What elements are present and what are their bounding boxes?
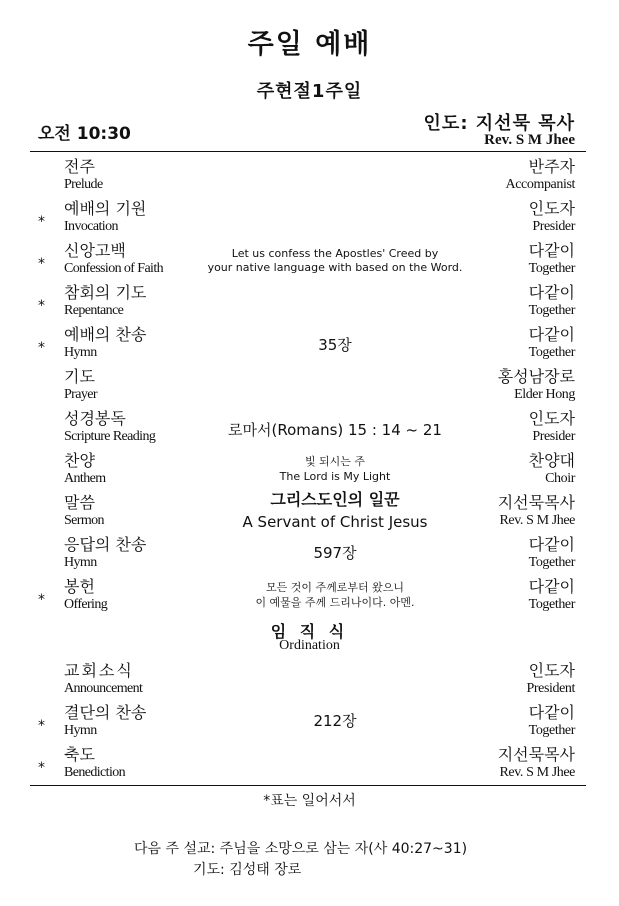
leader-english: Rev. S M Jhee [484,132,575,148]
next-week-sermon: 다음 주 설교: 주님을 소망으로 삼는 자(사 40:27~31) [134,841,468,857]
item-title-en: Hymn [64,555,97,570]
creed-note-line-2: your native language with based on the Word. [207,261,463,274]
item-person-ko: 찬양대 [528,451,575,470]
standing-marker: * [38,298,45,314]
standing-marker: * [38,214,45,230]
item-title-en: Confession of Faith [64,261,164,276]
program-item-closing-hymn [0,703,619,745]
program-item-offering [0,577,619,619]
service-time: 오전 10:30 [38,124,131,144]
item-person-en: Rev. S M Jhee [499,765,575,780]
leader-korean: 인도: 지선묵 목사 [423,113,575,134]
ordination-heading-en: Ordination [279,638,340,653]
program-item-sermon [0,490,619,535]
item-title-en: Prelude [64,177,103,192]
item-person-en: Elder Hong [514,387,575,402]
item-person-en: Together [528,261,575,276]
program-item-opening-hymn [0,325,619,367]
item-title-en: Announcement [64,681,143,696]
item-title-en: Hymn [64,345,97,360]
item-title-en: Offering [64,597,108,612]
program-item-invocation [0,199,619,241]
program-item-response-hymn [0,535,619,577]
item-title-ko: 참회의 기도 [64,283,147,302]
item-title-ko: 봉헌 [64,577,95,596]
program-item-scripture [0,409,619,451]
scripture-reference: 로마서(Romans) 15 : 14 ~ 21 [228,421,442,439]
anthem-title-en: The Lord is My Light [279,470,391,483]
item-person-en: President [526,681,575,696]
hymn-number: 212장 [313,712,357,730]
item-person-en: Together [528,303,575,318]
item-person-ko: 인도자 [528,199,575,218]
item-person-en: Together [528,345,575,360]
item-person-en: Rev. S M Jhee [499,513,575,528]
item-person-en: Together [528,723,575,738]
item-title-ko: 예배의 기원 [64,199,147,218]
item-person-en: Accompanist [505,177,575,192]
item-person-en: Choir [545,471,575,486]
standing-marker: * [38,592,45,608]
sermon-title-en: A Servant of Christ Jesus [242,513,428,531]
item-title-en: Scripture Reading [64,429,156,444]
item-title-ko: 말씀 [64,493,95,512]
program-item-prelude [0,157,619,199]
item-title-ko: 성경봉독 [64,409,126,428]
item-title-en: Sermon [64,513,104,528]
item-person-ko: 다같이 [528,703,575,722]
item-person-en: Together [528,555,575,570]
item-title-en: Hymn [64,723,97,738]
item-title-ko: 결단의 찬송 [64,703,147,722]
item-title-ko: 찬양 [64,451,95,470]
bottom-divider [30,785,586,786]
item-person-ko: 다같이 [528,283,575,302]
item-title-en: Invocation [64,219,118,234]
item-title-ko: 축도 [64,745,95,764]
page-subtitle: 주현절1주일 [256,81,363,102]
item-person-ko: 반주자 [528,157,575,176]
item-title-en: Anthem [64,471,106,486]
item-person-ko: 인도자 [528,409,575,428]
item-person-ko: 다같이 [528,577,575,596]
ordination-heading-ko: 임 직 식 [270,622,349,641]
standing-marker: * [38,760,45,776]
item-person-ko: 다같이 [528,241,575,260]
standing-footnote: *표는 일어서서 [263,793,356,809]
item-person-ko: 인도자 [528,661,575,680]
offering-prayer-line-2: 이 예물을 주께 드리나이다. 아멘. [255,596,415,609]
standing-marker: * [38,256,45,272]
item-title-en: Benediction [64,765,126,780]
item-title-en: Repentance [64,303,124,318]
next-week-prayer: 기도: 김성태 장로 [193,862,302,878]
item-person-ko: 다같이 [528,535,575,554]
item-person-ko: 지선묵목사 [497,745,575,764]
program-item-repentance [0,283,619,325]
hymn-number: 597장 [313,544,357,562]
item-title-ko: 응답의 찬송 [64,535,147,554]
program-item-announcement [0,661,619,703]
item-title-ko: 전주 [64,157,95,176]
item-person-en: Presider [532,429,575,444]
item-title-ko: 예배의 찬송 [64,325,147,344]
program-item-confession [0,241,619,283]
anthem-title-ko: 빛 되시는 주 [304,455,366,468]
standing-marker: * [38,340,45,356]
item-person-en: Presider [532,219,575,234]
top-divider [30,151,586,152]
item-person-ko: 다같이 [528,325,575,344]
item-person-en: Together [528,597,575,612]
sermon-title-ko: 그리스도인의 일꾼 [270,490,400,509]
hymn-number: 35장 [318,336,352,354]
creed-note-line-1: Let us confess the Apostles' Creed by [231,247,439,260]
program-item-anthem [0,451,619,493]
item-title-en: Prayer [64,387,97,402]
item-title-ko: 기도 [64,367,95,386]
page-title: 주일 예배 [247,29,372,60]
item-title-ko: 교회소식 [64,661,134,680]
standing-marker: * [38,718,45,734]
item-person-ko: 홍성남장로 [497,367,575,386]
item-person-ko: 지선묵목사 [497,493,575,512]
offering-prayer-line-1: 모든 것이 주께로부터 왔으니 [265,581,404,594]
program-item-benediction [0,745,619,787]
program-item-prayer [0,367,619,409]
item-title-ko: 신앙고백 [64,241,126,260]
